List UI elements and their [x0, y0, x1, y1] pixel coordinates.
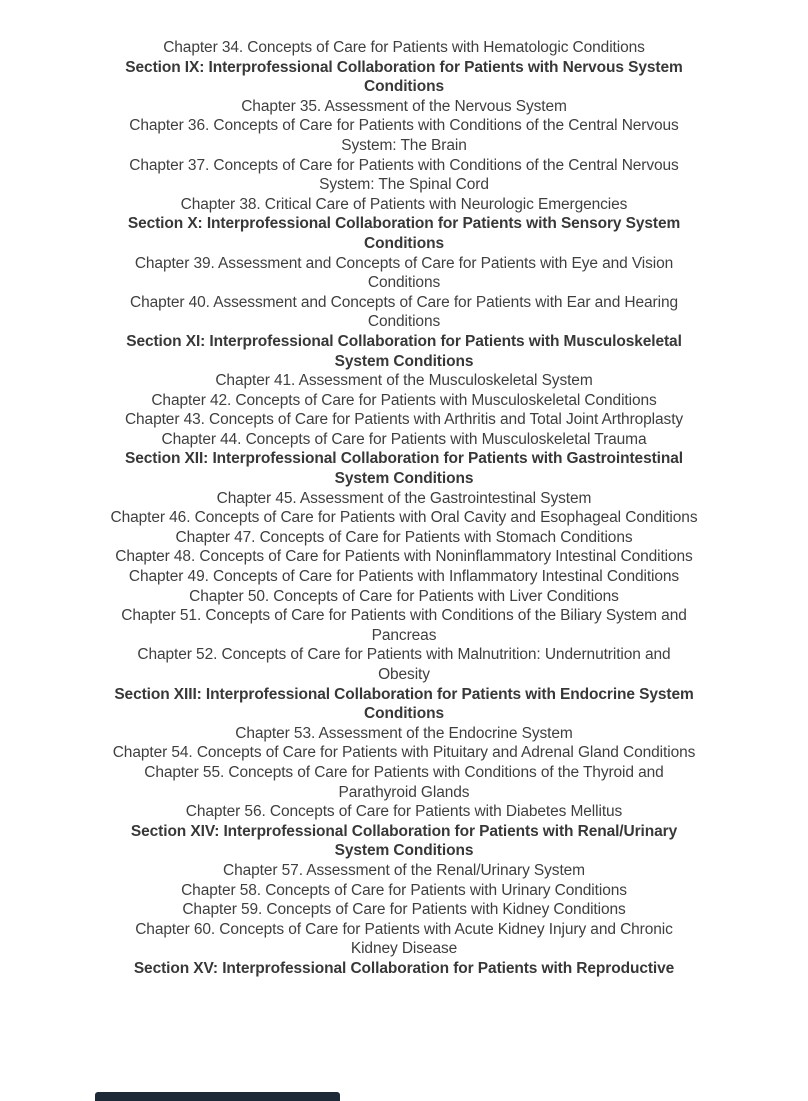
toc-entry-section: Section XIV: Interprofessional Collaboration for Patients with Renal/Urinary System Conditions: [130, 822, 678, 860]
toc-entry-chapter: Chapter 54. Concepts of Care for Patients with Pituitary and Adrenal Gland Conditions: [112, 744, 696, 762]
toc-entry-chapter: Chapter 50. Concepts of Care for Patients with Liver Conditions: [189, 587, 619, 605]
toc-entry-chapter: Chapter 51. Concepts of Care for Patients with Conditions of the Biliary System and Pancreas: [121, 607, 687, 644]
toc-entry-chapter: Chapter 48. Concepts of Care for Patients with Noninflammatory Intestinal Conditions: [115, 548, 693, 566]
toc-entry-chapter: Chapter 35. Assessment of the Nervous System: [241, 97, 567, 115]
toc-entry-chapter: Chapter 55. Concepts of Care for Patients with Conditions of the Thyroid and Parathyroid Glands: [144, 763, 664, 801]
toc-entry-chapter: Chapter 42. Concepts of Care for Patients with Musculoskeletal Conditions: [151, 391, 657, 409]
toc-entry-chapter: Chapter 60. Concepts of Care for Patients with Acute Kidney Injury and Chronic Kidney Disease: [135, 920, 673, 958]
toc-entry-chapter: Chapter 56. Concepts of Care for Patients with Diabetes Mellitus: [185, 803, 623, 821]
toc-entry-chapter: Chapter 58. Concepts of Care for Patients with Urinary Conditions: [181, 881, 627, 899]
toc-entry-chapter: Chapter 36. Concepts of Care for Patients with Conditions of the Central Nervous System: The Brain: [129, 117, 679, 154]
toc-entry-chapter: Chapter 40. Assessment and Concepts of Care for Patients with Ear and Hearing Conditions: [129, 293, 678, 331]
toc-entry-section: Section XII: Interprofessional Collaboration for Patients with Gastrointestinal System Conditions: [125, 450, 683, 488]
toc-entry-chapter: Chapter 46. Concepts of Care for Patients with Oral Cavity and Esophageal Conditions: [110, 509, 698, 527]
toc-entry-chapter: Chapter 53. Assessment of the Endocrine System: [235, 724, 573, 742]
toc-entry-chapter: Chapter 41. Assessment of the Musculoskeletal System: [215, 372, 593, 390]
toc-entry-chapter: Chapter 39. Assessment and Concepts of Care for Patients with Eye and Vision Conditions: [134, 254, 674, 292]
toc-entry-section: Section XI: Interprofessional Collaboration for Patients with Musculoskeletal System Conditions: [126, 332, 682, 370]
toc-entry-section: Section X: Interprofessional Collaboration for Patients with Sensory System Conditions: [127, 215, 681, 252]
toc-entry-chapter: Chapter 37. Concepts of Care for Patients with Conditions of the Central Nervous System: The Spinal Cord: [129, 156, 679, 194]
toc-entry-chapter: Chapter 34. Concepts of Care for Patients with Hematologic Conditions: [163, 39, 645, 56]
toc-entry-chapter: Chapter 47. Concepts of Care for Patients with Stomach Conditions: [175, 528, 633, 546]
toc-entry-chapter: Chapter 44. Concepts of Care for Patients with Musculoskeletal Trauma: [161, 430, 647, 448]
toc-entry-chapter: Chapter 38. Critical Care of Patients with Neurologic Emergencies: [180, 195, 628, 213]
toc-entry-section: Section XIII: Interprofessional Collaboration for Patients with Endocrine System Conditions: [114, 685, 694, 723]
bottom-bar-fragment[interactable]: [95, 1092, 340, 1101]
toc-entry-chapter: Chapter 57. Assessment of the Renal/Urinary System: [223, 861, 585, 879]
toc-entry-chapter: Chapter 43. Concepts of Care for Patients with Arthritis and Total Joint Arthroplasty: [124, 411, 684, 429]
toc-entry-chapter: Chapter 52. Concepts of Care for Patients with Malnutrition: Undernutrition and Obesity: [137, 646, 671, 683]
table-of-contents: [54, 38, 754, 979]
toc-entry-section: Section XV: Interprofessional Collaboration for Patients with Reproductive: [133, 959, 675, 977]
toc-entry-chapter: Chapter 45. Assessment of the Gastrointestinal System: [216, 489, 592, 507]
toc-entry-chapter: Chapter 59. Concepts of Care for Patients with Kidney Conditions: [182, 901, 626, 919]
toc-entry-section: Section IX: Interprofessional Collaboration for Patients with Nervous System Conditions: [125, 58, 683, 96]
toc-entry-chapter: Chapter 49. Concepts of Care for Patients with Inflammatory Intestinal Conditions: [128, 568, 680, 586]
